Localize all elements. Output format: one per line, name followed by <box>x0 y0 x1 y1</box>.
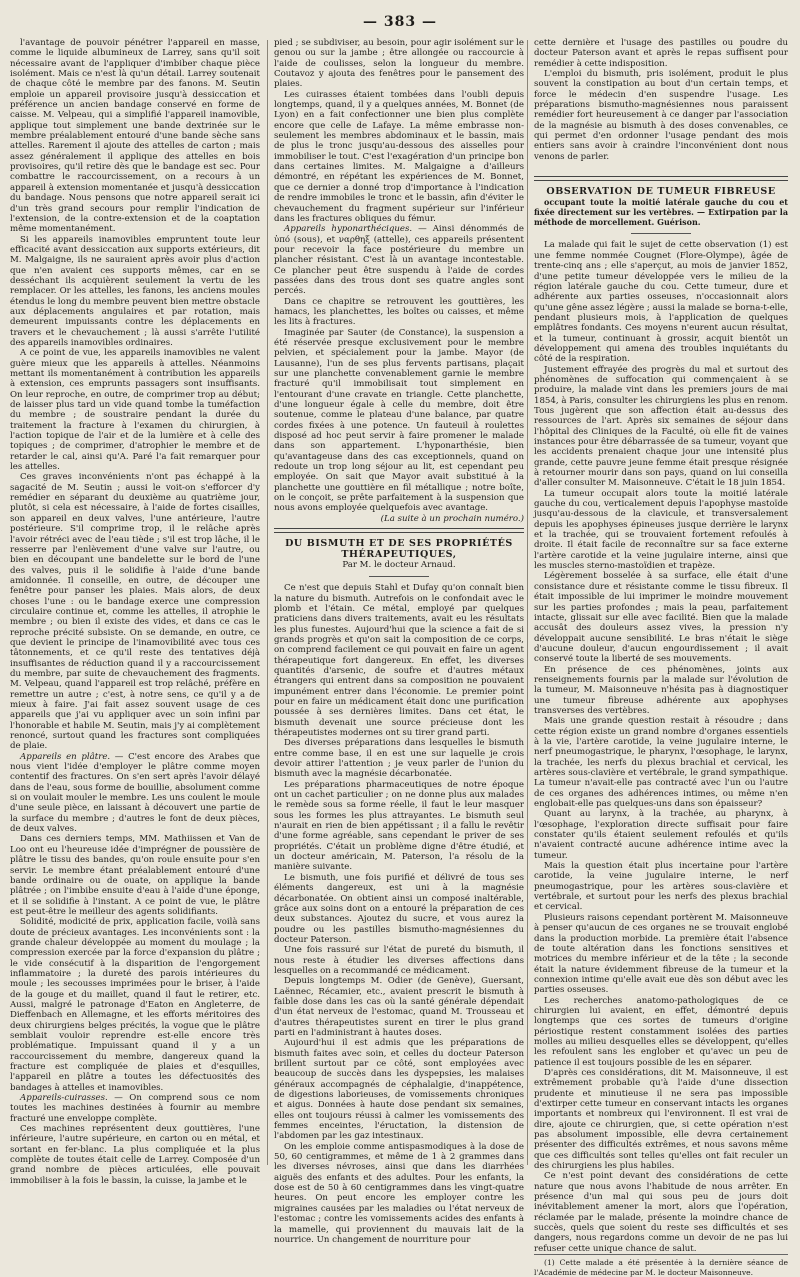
article-title: DU BISMUTH ET DE SES PROPRIÉTÉS THÉRAPEUTIQUES, <box>285 538 513 560</box>
paragraph: Ces graves inconvénients n'ont pas échappé à la sagacité de M. Seutin ; aussi le voit-on s'efforcer d'y remédier en séparant du deuxième au quatrième jour, plutôt, si cela est nécessaire, à l'aide de fortes cisailles, son appareil en deux valves, l'une antérieure, l'autre postérieure. S'il comprime trop, il le relâche après l'avoir rétréci avec de l'eau tiède ; s'il est trop lâche, il le resserre par l'enlèvement d'une valve sur l'autre, ou bien en découpant une bandelette sur le bord de l'une des valves, puis il le solidifie à l'aide d'une bande amidonnée. Il conseille, en outre, de découper une fenêtre pour panser les plaies. Mais alors, de deux choses l'une : ou le bandage exerce une compression circulaire continue et, comme les attelles, il atrophie le membre ; ou bien il existe des vides, et dans ce cas le reproche précité subsiste. On se demande, en outre, ce que devient le principe de l'inamovibilité avec tous ces tâtonnements, et ce qu'il reste des tentatives déjà insuffisantes de réduction quand il y a raccourcissement du membre, par suite de chevauchement des fragments. M. Velpeau, quand l'appareil est trop relâché, préfère en remettre un autre ; c'est, à notre sens, ce qu'il y a de mieux à faire. J'ai fait assez souvent usage de ces appareils que j'ai vu appliquer avec un soin infini par l'honorable et habile M. Seutin, mais j'y ai complètement renoncé, surtout quand les fractures sont compliquées de plaie. <box>10 472 260 752</box>
paragraph: Si les appareils inamovibles empruntent toute leur efficacité avant dessiccation aux supports extérieurs, dit M. Malgaigne, ils ne sauraient après avoir plus d'action que n'en avaient ces supports mêmes, car en se desséchant ils acquièrent seulement la vertu de les remplacer. Or les attelles, les fanons, les anciens moules étendus le long du membre peuvent bien mettre obstacle aux déplacements angulaires et par rotation, mais demeurent impuissants contre les déplacements en travers et le chevauchement ; là aussi s'arrête l'utilité des appareils inamovibles ordinaires. <box>10 234 260 348</box>
paragraph <box>274 224 524 296</box>
paragraph: L'emploi du bismuth, pris isolément, produit le plus souvent la constipation au bout d'un certain temps, et force le médecin d'en suspendre l'usage. Les préparations bismutho-magnésiennes nous paraissent remédier fort heureusement à ce danger par l'association de la magnésie au bismuth à des doses convenables, ce qui permet d'en ordonner l'usage pendant des mois entiers sans avoir à craindre l'inconvénient dont nous venons de parler. <box>534 69 788 162</box>
paragraph: Aujourd'hui il est admis que les préparations de bismuth faites avec soin, et celles du docteur Paterson brillent surtout par ce côté, sont employées avec beaucoup de succès dans les dyspepsies, les malaises généraux accompagnés de céphalalgie, d'inappétence, de digestions laborieuses, de vomissements chroniques et aigus. Données à haute dose pendant six semaines, elles ont toujours réussi à calmer les vomissements des femmes enceintes, l'éructation, la distension de l'abdomen par les gaz intestinaux. <box>274 1038 524 1142</box>
paragraph: A ce point de vue, les appareils inamovibles ne valent guère mieux que les appareils à attelles. Néanmoins mettant ils momentanément à contribution les appareils à extension, ces emprunts passagers sont insuffisants. On leur reproche, en outre, de comprimer trop au début; de laisser plus tard un vide quand tombe la tuméfaction du membre ; de soustraire pendant la durée du traitement la fracture à l'examen du chirurgien, à l'action topique de l'air et de la lumière et à celle des topiques ; de comprimer, d'atrophier le membre et de retarder le cal, ainsi qu'A. Paré l'a fait remarquer pour les attelles. <box>10 348 260 473</box>
paragraph: Les recherches anatomo-pathologiques de ce chirurgien lui avaient, en effet, démontré depuis longtemps que ces sortes de tumeurs d'origine périostique restent constamment isolées des parties molles au milieu desquelles elles se développent, qu'elles les refoulent sans les englober et qu'avec un peu de patience il est toujours possible de les en séparer. <box>534 995 788 1068</box>
paragraph: Depuis longtemps M. Odier (de Genève), Guersant, Laënnec, Récamier, etc., avaient prescrit le bismuth à faible dose dans les cas où la santé générale dépendait d'un état nerveux de l'estomac, quand M. Trousseau et d'autres thérapeutistes surent en tirer le plus grand parti en l'administrant à hautes doses. <box>274 976 524 1038</box>
paragraph: Mais une grande question restait à résoudre ; dans cette région existe un grand nombre d'organes essentiels à la vie, l'artère carotide, la veine jugulaire interne, le nerf pneumogastrique, le pharynx, l'œsophage, le larynx, la trachée, les nerfs du plexus brachial et cervical, les artères sous-clavière et vertébrale, le grand sympathique. La tumeur n'avait-elle pas contracté avec l'un ou l'autre de ces organes des adhérences intimes, ou même n'en englobait-elle pas quelques-uns dans son épaisseur? <box>534 716 788 810</box>
paragraph: Plusieurs raisons cependant portèrent M. Maisonneuve à penser qu'aucun de ces organes ne se trouvait englobé dans la production morbide. La première était l'absence de toute altération dans les fonctions sensitives et motrices du membre inférieur et de la tête ; la seconde était la nature évidemment fibreuse de la tumeur et la connexion intime qu'elle avait eue dès son début avec les parties osseuses. <box>534 912 788 996</box>
paragraph: Dans ces derniers temps, MM. Mathiissen et Van de Loo ont eu l'heureuse idée d'imprégner de poussière de plâtre le tissu des bandes, qu'on roule ensuite pour s'en servir. Le membre étant préalablement entouré d'une bande ordinaire ou de ouate, on applique la bande plâtrée ; on l'imbibe ensuite d'eau à l'aide d'une éponge, et il se solidifie à l'instant. A ce point de vue, le plâtre est peut-être le meilleur des agents solidifiants. <box>10 834 260 917</box>
paragraph: Les préparations pharmaceutiques de notre époque ont un cachet particulier ; on ne donne plus aux malades le remède sous sa forme réelle, il faut le leur masquer sous les formes les plus attrayantes. Le bismuth seul n'aurait en rien de bien appétissant ; il a fallu le revêtir d'une forme agréable, sans cependant le priver de ses propriétés. C'était un problème digne d'être étudié, et un docteur américain, M. Paterson, l'a résolu de la manière suivante. <box>274 779 524 873</box>
paragraph-text: — Ainsi dénommés de ὑπό (sous), et ναρθηξ (attelle), ces appareils présentent pour recevoir la face postérieure du membre un plancher résistant. C'est là un avantage incontestable. Ce plancher peut être suspendu à l'aide de cordes passées dans des trous dont ses quatre angles sont percés. <box>274 224 524 297</box>
paragraph: cette dernière et l'usage des pastilles ou poudre du docteur Paterson avant et après le repas suffisent pour remédier à cette indisposition. <box>534 38 788 69</box>
paragraph: La tumeur occupait alors toute la moitié latérale gauche du cou, verticalement depuis l'apophyse mastoïde jusqu'au-dessous de la clavicule, et transversalement depuis les apophyses épineuses jusque derrière le larynx et la trachée, qui se trouvaient fortement refoulés à droite. Il était facile de reconnaître sur sa face externe l'artère carotide et la veine jugulaire interne, ainsi que les muscles sterno-mastoïdien et trapèze. <box>534 488 788 572</box>
paragraph: Légèrement bosselée à sa surface, elle était d'une consistance dure et résistante comme le tissu fibreux. Il était impossible de lui imprimer le moindre mouvement sur les parties profondes ; mais la peau, parfaitement intacte, glissait sur elle avec facilité. Bien que la malade accusât des douleurs assez vives, la pression n'y développait aucune sensibilité. Le bras n'était le siège d'aucune douleur, d'aucun engourdissement ; il avait conservé toute la liberté de ses mouvements. <box>534 571 788 665</box>
column-divider <box>527 40 528 1165</box>
column-divider <box>267 40 268 1165</box>
paragraph: Solidité, modicité de prix, application facile, voilà sans doute de précieux avantages. Les inconvénients sont : la grande chaleur développée au moment du moulage ; la compression exercée par la force d'expansion du plâtre ; le vide consécutif à la disparition de l'engorgement inflammatoire ; la dureté des parois intérieures du moule ; les secousses imprimées pour le briser, à l'aide de la gouge et du maillet, quand il faut le retirer, etc. Aussi, malgré le patronage d'Eaton en Angleterre, de Dieffenbach en Allemagne, et les efforts méritoires des deux chirurgiens belges précités, la vogue que le plâtre semblait vouloir reprendre est-elle encore très problématique. Impuissant quand il y a un raccourcissement du membre, dangereux quand la fracture est compliquée de plaies et d'esquilles, l'appareil en plâtre a toutes les défectuosités des bandages à attelles et inamovibles. <box>10 917 260 1093</box>
section-divider <box>274 528 524 533</box>
subsection-heading: Appareils hyponarthéciques. <box>284 224 413 235</box>
article-title: OBSERVATION DE TUMEUR FIBREUSE <box>546 186 776 198</box>
paragraph: Ce n'est point devant des considérations de cette nature que nous avons l'habitude de nous arrêter. En présence d'un mal qui sous peu de jours doit inévitablement amener la mort, alors que l'opération, réclamée par le malade, présente la moindre chance de succès, quels que soient du reste ses difficultés et ses dangers, nous regardons comme un devoir de ne pas lui refuser cette unique chance de salut. <box>534 1171 788 1254</box>
paragraph: Dans ce chapitre se retrouvent les gouttières, les hamacs, les planchettes, les boîtes ou caisses, et même les lits à fractures. <box>274 296 524 328</box>
subsection-heading: Appareils en plâtre. <box>20 751 111 762</box>
paragraph: Imaginée par Sauter (de Constance), la suspension a été réservée presque exclusivement pour le membre pelvien, et spécialement pour la jambe. Mayor (de Lausanne), l'un de ses plus fervents partisans, plaçait sur une planchette convenablement garnie le membre fracturé qu'il immobilisait tout simplement en l'entourant d'une cravate en triangle. Cette planchette, d'une longueur égale à celle du membre, doit être soutenue, comme le plateau d'une balance, par quatre cordes fixées à une potence. Un fauteuil à roulettes disposé ad hoc peut servir à faire promener le malade dans son appartement. L'hyponarthésie, bien qu'avantageuse dans des cas exceptionnels, quand on redoute un trop long séjour au lit, est cependant peu employée. On sait que Mayor avait substitué à la planchette une gouttière en fil métallique ; notre boîte, on le conçoit, se prête parfaitement à la suspension que nous avons employée quelquefois avec avantage. <box>274 327 524 514</box>
paragraph-text: — On comprend sous ce nom toutes les machines destinées à fournir au membre fracturé une enveloppe complète. <box>10 1093 260 1124</box>
paragraph: l'avantage de pouvoir pénétrer l'appareil en masse, comme le liquide albumineux de Larrey, sans qu'il soit nécessaire avant de l'appliquer d'imbiber chaque pièce isolément. Mais ce n'est là qu'un détail. Larrey soutenait de chaque côté le membre par des fanons. M. Seutin emploie un appareil provisoire jusqu'à dessiccation et préférence un ancien bandage conservé en forme de caisse. M. Velpeau, qui a simplifié l'appareil inamovible, applique tout simplement une bande dextrinée sur le membre préalablement entouré d'une bande sèche sans attelles. Rarement il ajoute des attelles de carton ; mais assez généralement il applique des attelles en bois provisoires, qu'il retire dès que le bandage est sec. Pour combattre le raccourcissement, on a recours à un appareil à extension momentanée et jusqu'à dessiccation du bandage. Nous pensons que notre appareil serait ici d'un très grand secours pour remplir l'indication de l'extension, de la contre-extension et de la coaptation même momentanément. <box>10 38 260 235</box>
paragraph: Justement effrayée des progrès du mal et surtout des phénomènes de suffocation qui commençaient à se produire, la malade vint dans les premiers jours de mai 1854, à Paris, consulter les chirurgiens les plus en renom. Tous jugèrent que son affection était au-dessus des ressources de l'art. Après six semaines de séjour dans l'hôpital des Cliniques de la Faculté, où elle fit de vaines instances pour être débarrassée de sa tumeur, voyant que les accidents prenaient chaque jour une intensité plus grande, cette pauvre jeune femme était presque résignée à retourner mourir dans son pays, quand on lui conseilla d'aller consulter M. Maisonneuve. C'était le 18 juin 1854. <box>534 364 788 489</box>
paragraph: pied ; se subdiviser, au besoin, pour agir isolément sur le genou ou sur la jambe ; être allongée ou raccourcie à l'aide de coulisses, selon la longueur du membre. Coutavoz y ajouta des fenêtres pour le pansement des plaies. <box>274 38 524 90</box>
paragraph: Les cuirasses étaient tombées dans l'oubli depuis longtemps, quand, il y a quelques années, M. Bonnet (de Lyon) en a fait confectionner une bien plus complète encore que celle de Lafaye. La même embrasse non-seulement les membres abdominaux et le bassin, mais de plus le tronc jusqu'au-dessous des aisselles pour immobiliser le tout. C'est l'exagération d'un principe bon dans certaines limites. M. Malgaigne a d'ailleurs démontré, en répétant les expériences de M. Bonnet, que ce dernier a donné trop d'importance à l'indication de rendre immobiles le tronc et le bassin, afin d'éviter le chevauchement du fragment supérieur sur l'inférieur dans les fractures obliques du fémur. <box>274 89 524 224</box>
paragraph: Quant au larynx, à la trachée, au pharynx, à l'œsophage, l'exploration directe suffisait pour faire constater qu'ils étaient seulement refoulés et qu'ils n'avaient contracté aucune adhérence intime avec la tumeur. <box>534 809 788 861</box>
column-1 <box>10 38 260 1186</box>
paragraph: On les emploie comme antispasmodiques à la dose de 50, 60 centigrammes, et même de 1 à 2 grammes dans les diverses névroses, ainsi que dans les diarrhées aiguës des enfants et des adultes. Pour les enfants, la dose est de 50 à 60 centigrammes dans les vingt-quatre heures. On peut encore les employer contre les migraines causées par les maladies ou l'état nerveux de l'estomac ; contre les vomissements acides des enfants à la mamelle, qui proviennent du mauvais lait de la nourrice. Un changement de nourriture pour <box>274 1141 524 1245</box>
paragraph: Des diverses préparations dans lesquelles le bismuth entre comme base, il en est une sur laquelle je crois devoir attirer l'attention ; je veux parler de l'union du bismuth avec la magnésie décarbonatée. <box>274 738 524 780</box>
paragraph: Ces machines représentent deux gouttières, l'une inférieure, l'autre supérieure, en carton ou en métal, et sortant en fer-blanc. La plus compliquée et la plus complète de toutes était celle de Larrey. Composée d'un grand nombre de pièces articulées, elle pouvait immobiliser à la fois le bassin, la cuisse, la jambe et le <box>10 1124 260 1186</box>
footnote: (1) Cette malade a été présentée à la dernière séance de l'Académie de médecine par M. le docteur Maisonneuve. <box>534 1254 788 1277</box>
paragraph-text: — C'est encore des Arabes que nous vient l'idée d'employer le plâtre comme moyen contentif des fractures. On s'en sert après l'avoir délayé dans de l'eau, sous forme de bouillie, absolument comme si on voulait mouler le membre. Les uns coulent le moule d'une seule pièce, en laissant à découvert une partie de la surface du membre ; d'autres le font de deux pièces, de deux valves. <box>10 751 260 835</box>
paragraph <box>10 752 260 835</box>
paragraph: La malade qui fait le sujet de cette observation (1) est une femme nommée Cougnet (Flore-Olympe), âgée de trente-cinq ans ; elle s'aperçut, au mois de janvier 1852, d'une petite tumeur développée vers le milieu de la région latérale gauche du cou. Cette tumeur, dure et adhérente aux parties osseuses, n'occasionnait alors qu'une gêne assez légère ; aussi la malade se borna-t-elle, pendant plusieurs mois, à l'application de quelques emplâtres fondants. Ces moyens n'eurent aucun résultat, et la tumeur, continuant à grossir, acquit bientôt un développement qui amena des troubles inquiétants du côté de la respiration. <box>534 240 788 365</box>
paragraph: Ce n'est que depuis Stahl et Dufay qu'on connaît bien la nature du bismuth. Autrefois on le confondait avec le plomb et l'étain. Ce métal, employé par quelques praticiens dans divers traitements, avait eu les résultats les plus funestes. Aujourd'hui que la science a fait de si grands progrès et qu'on sait la composition de ce corps, on comprend facilement ce qui pouvait en faire un agent thérapeutique fort dangereux. En effet, les diverses quantités d'arsenic, de soufre et d'autres métaux étrangers qui entrent dans sa composition ne pouvaient impunément entrer dans l'économie. Le premier point pour en faire un médicament était donc une purification poussée à ses dernières limites. Dans cet état, le bismuth devenait une source précieuse dont les thérapeutistes modernes ont su tirer grand parti. <box>274 583 524 738</box>
title-underline <box>369 576 429 577</box>
paragraph: Mais la question était plus incertaine pour l'artère carotide, la veine jugulaire interne, le nerf pneumogastrique, pour les artères sous-clavière et vertébrale, et surtout pour les nerfs des plexus brachial et cervical. <box>534 861 788 913</box>
title-underline <box>631 233 691 234</box>
page-number: — 383 — <box>363 14 437 30</box>
paragraph: Une fois rassuré sur l'état de pureté du bismuth, il nous reste à étudier les diverses affections dans lesquelles on a recommandé ce médicament. <box>274 945 524 976</box>
article-byline: Par M. le docteur Arnaud. <box>342 559 456 570</box>
paragraph <box>10 1093 260 1124</box>
paragraph: En présence de ces phénomènes, joints aux renseignements fournis par la malade sur l'évolution de la tumeur, M. Maisonneuve n'hésita pas à diagnostiquer une tumeur fibreuse adhérente aux apophyses transverses des vertèbres. <box>534 664 788 716</box>
column-3 <box>534 38 788 1277</box>
continuation-note: (La suite à un prochain numéro.) <box>380 513 524 524</box>
article-summary: occupant toute la moitié latérale gauche du cou et fixée directement sur les vertèbres. — Extirpation par la méthode de morcellement. Guérison. <box>534 197 788 228</box>
paragraph: Le bismuth, une fois purifié et délivré de tous ses éléments dangereux, est uni à la magnésie décarbonatée. On obtient ainsi un composé inaltérable, grâce aux soins dont on a entouré la préparation de ces deux substances. Ajoutez du sucre, et vous aurez la poudre ou les pastilles bismutho-magnésiennes du docteur Paterson. <box>274 872 524 945</box>
subsection-heading: Appareils-cuirasses. <box>20 1093 108 1104</box>
column-2 <box>274 38 524 1245</box>
section-divider <box>534 176 788 181</box>
paragraph: D'après ces considérations, dit M. Maisonneuve, il est extrêmement probable qu'à l'aide d'une dissection prudente et minutieuse il ne sera pas impossible d'extirper cette tumeur en conservant intacts les organes importants et nombreux qui l'environnent. Il est vrai de dire, ajoute ce chirurgien, que, si cette opération n'est pas absolument impossible, elle devra certainement présenter des difficultés extrêmes, et nous savons même que ces difficultés sont telles qu'elles ont fait reculer un des chirurgiens les plus habiles. <box>534 1067 788 1172</box>
